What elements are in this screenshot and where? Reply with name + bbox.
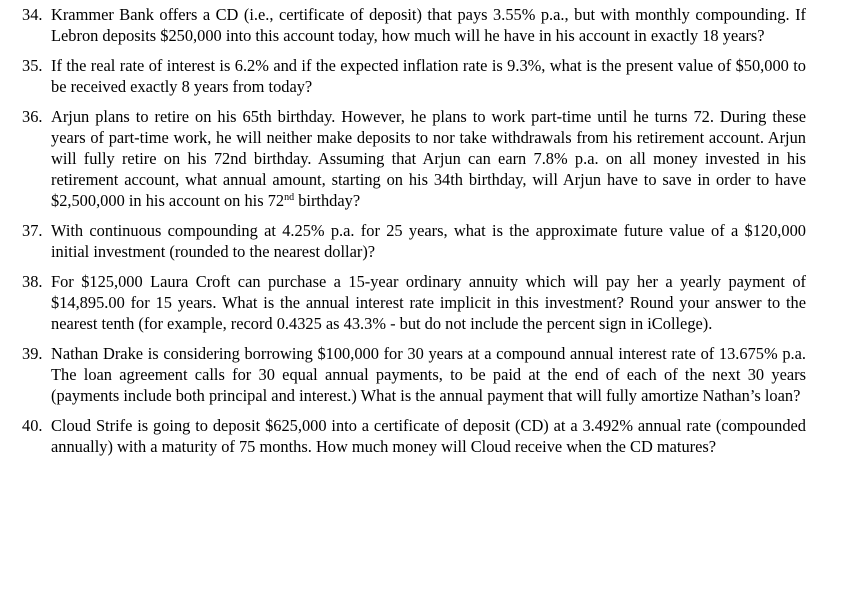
problem-36 [22,106,806,211]
problem-37 [22,220,806,262]
problem-number: 36. [22,107,43,126]
problem-39 [22,343,806,406]
problem-40 [22,415,806,457]
problem-text: For $125,000 Laura Croft can purchase a 15-year ordinary annuity which will pay her a yearly payment of $14,895.00 for 15 years. What is the annual interest rate implicit in this investment? Round your answer to the nearest tenth (for example, record 0.4325 as 43.3% - but do not include the percent sign in iCollege). [51,272,806,333]
problem-text-tail: birthday? [294,191,361,210]
problem-34 [22,4,806,46]
problem-number: 35. [22,56,43,75]
problem-number: 38. [22,272,43,291]
problem-text: With continuous compounding at 4.25% p.a. for 25 years, what is the approximate future value of a $120,000 initial investment (rounded to the nearest dollar)? [51,221,806,261]
problem-number: 34. [22,5,43,24]
problem-text: If the real rate of interest is 6.2% and if the expected inflation rate is 9.3%, what is the present value of $50,000 to be received exactly 8 years from today? [51,56,806,96]
problem-number: 40. [22,416,43,435]
ordinal-suffix: nd [284,192,295,203]
problem-list [22,4,806,466]
problem-text: Nathan Drake is considering borrowing $100,000 for 30 years at a compound annual interest rate of 13.675% p.a. The loan agreement calls for 30 equal annual payments, to be paid at the end of each of the next 30 years (payments include both principal and interest.) What is the annual payment that will fully amortize Nathan’s loan? [51,344,806,405]
problem-number: 37. [22,221,43,240]
problem-text [51,107,806,210]
problem-38 [22,271,806,334]
problem-number: 39. [22,344,43,363]
problem-text-main: Arjun plans to retire on his 65th birthday. However, he plans to work part-time until he turns 72. During these years of part-time work, he will neither make deposits to nor take withdrawals from his retirement account. Arjun will fully retire on his 72nd birthday. Assuming that Arjun can earn 7.8% p.a. on all money invested in his retirement account, what annual amount, starting on his 34th birthday, will Arjun have to save in order to have $2,500,000 in his account on his 72 [51,107,806,210]
problem-35 [22,55,806,97]
problem-text: Cloud Strife is going to deposit $625,000 into a certificate of deposit (CD) at a 3.492% annual rate (compounded annually) with a maturity of 75 months. How much money will Cloud receive when the CD matures? [51,416,806,456]
problem-text: Krammer Bank offers a CD (i.e., certificate of deposit) that pays 3.55% p.a., but with monthly compounding. If Lebron deposits $250,000 into this account today, how much will he have in his account in exactly 18 years? [51,5,806,45]
